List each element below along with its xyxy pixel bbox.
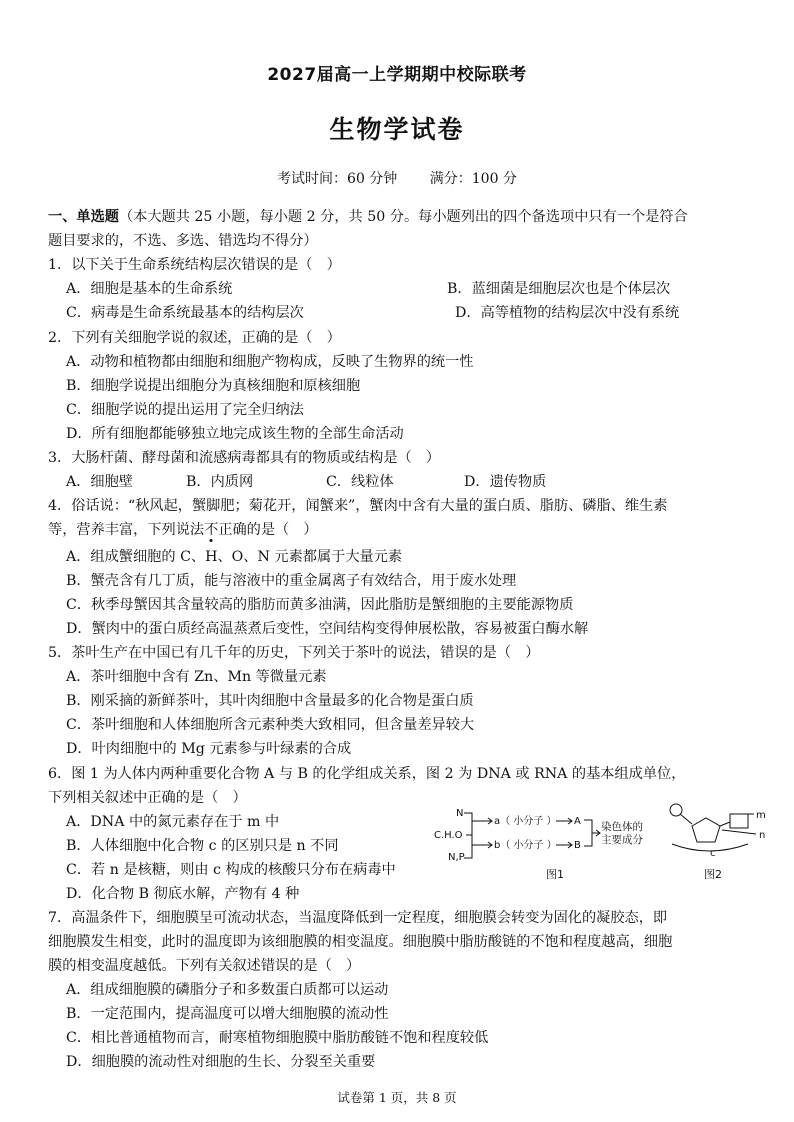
fig1-element-np: N,P bbox=[448, 852, 465, 863]
q3-option-c: C．线粒体 bbox=[326, 474, 394, 490]
fig1-bracket-right bbox=[584, 820, 592, 846]
subject-title: 生物学试卷 bbox=[329, 115, 465, 144]
section-title: 一、单选题 bbox=[48, 209, 119, 225]
fig1-label: 图1 bbox=[546, 868, 564, 881]
q1-option-a: A．细胞是基本的生命系统 bbox=[66, 281, 233, 297]
q5-option-c: C．茶叶细胞和人体细胞所含元素种类大致相同，但含量差异较大 bbox=[66, 717, 475, 733]
exam-info bbox=[0, 168, 794, 188]
fig2-bond-phosphate bbox=[680, 814, 692, 824]
exam-score: 满分：100 分 bbox=[429, 171, 517, 187]
q7-stem-1: 7．高温条件下，细胞膜呈可流动状态，当温度降低到一定程度，细胞膜会转变为固化的凝胶态，即 bbox=[48, 910, 668, 926]
fig2-label-c: c bbox=[710, 848, 716, 859]
q6-option-d: D．化合物 B 彻底水解，产物有 4 种 bbox=[66, 886, 300, 902]
fig1-chromosome-2: 主要成分 bbox=[601, 834, 643, 846]
q7-stem-3: 膜的相变温度越低。下列有关叙述错误的是（ ） bbox=[48, 958, 361, 974]
fig1-chromosome-1: 染色体的 bbox=[601, 821, 643, 833]
fig1-element-cho: C.H.O bbox=[434, 830, 463, 841]
q6-figures bbox=[426, 800, 766, 890]
q4-stem-2 bbox=[48, 519, 318, 539]
q3-option-d: D．遗传物质 bbox=[464, 474, 547, 490]
fig1-big-b: B bbox=[574, 840, 581, 851]
q1-stem: 1．以下关于生命系统结构层次错误的是（ ） bbox=[48, 257, 341, 273]
fig2-label-n: n bbox=[759, 830, 766, 841]
section-desc-1: （本大题共 25 小题，每小题 2 分，共 50 分。每小题列出的四个备选项中只有一个是符合 bbox=[118, 209, 688, 225]
q4-option-b: B．蟹壳含有几丁质，能与溶液中的重金属离子有效结合，用于废水处理 bbox=[66, 573, 517, 589]
q2-option-d: D．所有细胞都能够独立地完成该生物的全部生命活动 bbox=[66, 426, 404, 442]
q6-option-a: A．DNA 中的氮元素存在于 m 中 bbox=[66, 814, 280, 830]
q6-stem-1: 6．图 1 为人体内两种重要化合物 A 与 B 的化学组成关系，图 2 为 DNA 或 RNA 的基本组成单位， bbox=[48, 766, 686, 782]
q7-option-b: B．一定范围内，提高温度可以增大细胞膜的流动性 bbox=[66, 1006, 389, 1022]
fig1-small-a: a（ 小分子 ） bbox=[494, 816, 557, 827]
q2-option-c: C．细胞学说的提出运用了完全归纳法 bbox=[66, 402, 304, 418]
fig2-bond-base bbox=[720, 822, 730, 826]
q6-stem-2: 下列相关叙述中正确的是（ ） bbox=[48, 790, 247, 806]
q5-option-b: B．刚采摘的新鲜茶叶，其叶肉细胞中含量最多的化合物是蛋白质 bbox=[66, 693, 474, 709]
q1-option-c: C．病毒是生命系统最基本的结构层次 bbox=[66, 305, 304, 321]
q5-option-a: A．茶叶细胞中含有 Zn、Mn 等微量元素 bbox=[66, 669, 327, 685]
q3-option-b: B．内质网 bbox=[186, 474, 254, 490]
q4-emphasis-not: 不 bbox=[204, 522, 219, 538]
q4-stem-1: 4．俗话说：“秋风起，蟹脚肥；菊花开，闻蟹来”，蟹肉中含有大量的蛋白质、脂肪、磷脂、维生素 bbox=[48, 498, 668, 514]
q6-option-c: C．若 n 是核糖，则由 c 构成的核酸只分布在病毒中 bbox=[66, 862, 396, 878]
exam-title: 2027届高一上学期期中校际联考 bbox=[267, 65, 527, 85]
fig1-element-n: N bbox=[456, 808, 464, 819]
fig2-pentose bbox=[692, 818, 720, 842]
q3-option-a: A．细胞壁 bbox=[66, 474, 133, 490]
q6-figures-svg bbox=[426, 800, 766, 890]
q4-stem-2a: 等，营养丰富，下列说法 bbox=[48, 522, 205, 538]
fig2-base bbox=[730, 814, 748, 828]
q7-option-d: D．细胞膜的流动性对细胞的生长、分裂至关重要 bbox=[66, 1054, 376, 1070]
fig2-pointer-n bbox=[722, 830, 756, 834]
page-footer: 试卷第 1 页，共 8 页 bbox=[337, 1090, 457, 1105]
q7-stem-2: 细胞膜发生相变，此时的温度即为该细胞膜的相变温度。细胞膜中脂肪酸链的不饱和程度越高，细胞 bbox=[48, 934, 673, 950]
fig1-small-b: b（ 小分子 ） bbox=[494, 840, 557, 851]
q5-option-d: D．叶肉细胞中的 Mg 元素参与叶绿素的合成 bbox=[66, 741, 352, 757]
q4-stem-2b: 正确的是（ ） bbox=[218, 522, 318, 538]
q5-stem: 5．茶叶生产在中国已有几千年的历史，下列关于茶叶的说法，错误的是（ ） bbox=[48, 645, 540, 661]
q2-option-a: A．动物和植物都由细胞和细胞产物构成，反映了生物界的统一性 bbox=[66, 354, 474, 370]
q6-option-b: B．人体细胞中化合物 c 的区别只是 n 不同 bbox=[66, 838, 339, 854]
q3-stem: 3．大肠杆菌、酵母菌和流感病毒都具有的物质或结构是（ ） bbox=[48, 450, 441, 466]
q2-stem: 2．下列有关细胞学说的叙述，正确的是（ ） bbox=[48, 330, 341, 346]
exam-time: 考试时间：60 分钟 bbox=[277, 171, 398, 187]
q4-option-c: C．秋季母蟹因其含量较高的脂肪而黄多油满，因此脂肪是蟹细胞的主要能源物质 bbox=[66, 597, 574, 613]
q2-option-b: B．细胞学说提出细胞分为真核细胞和原核细胞 bbox=[66, 378, 361, 394]
q7-option-a: A．组成细胞膜的磷脂分子和多数蛋白质都可以运动 bbox=[66, 982, 389, 998]
q4-option-d: D．蟹肉中的蛋白质经高温蒸煮后变性，空间结构变得伸展松散，容易被蛋白酶水解 bbox=[66, 621, 589, 637]
q1-option-d: D．高等植物的结构层次中没有系统 bbox=[455, 305, 680, 321]
section-header bbox=[48, 206, 688, 226]
fig2-label: 图2 bbox=[704, 868, 722, 881]
section-desc-2: 题目要求的，不选、多选、错选均不得分） bbox=[48, 233, 318, 249]
q1-option-b: B．蓝细菌是细胞层次也是个体层次 bbox=[447, 281, 671, 297]
fig2-label-m: m bbox=[756, 810, 766, 821]
q4-option-a: A．组成蟹细胞的 C、H、O、N 元素都属于大量元素 bbox=[66, 549, 403, 565]
q7-option-c: C．相比普通植物而言，耐寒植物细胞膜中脂肪酸链不饱和程度较低 bbox=[66, 1030, 489, 1046]
fig1-big-a: A bbox=[574, 816, 581, 827]
